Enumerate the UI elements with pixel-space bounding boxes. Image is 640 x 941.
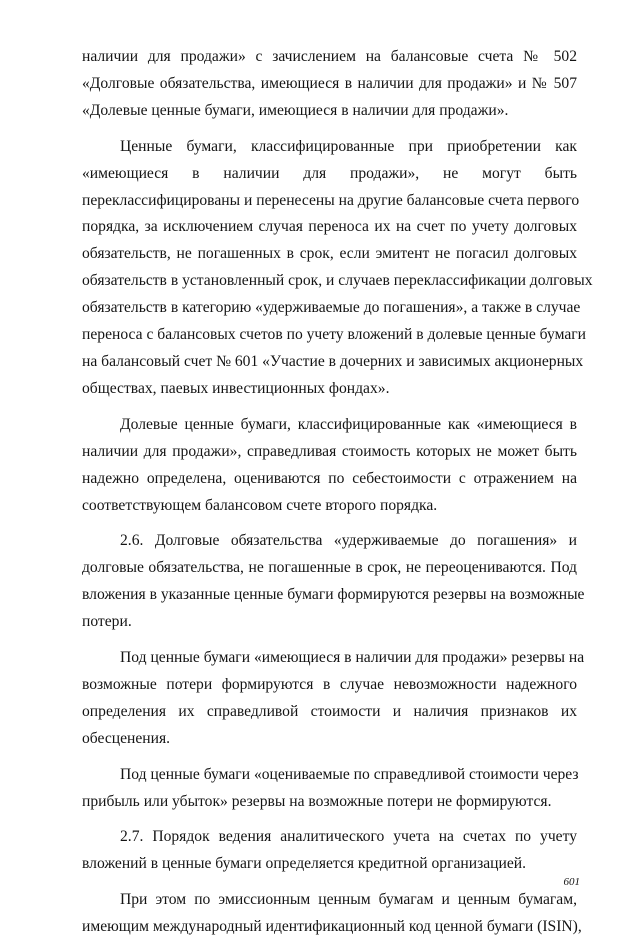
text-line: «имеющиеся в наличии для продажи», не могут быть (82, 164, 577, 182)
text-line: надежно определена, оцениваются по себестоимости с отражением на (82, 469, 577, 487)
text-line: переноса с балансовых счетов по учету вложений в долевые ценные бумаги (82, 326, 587, 344)
paragraph-gap (82, 125, 577, 134)
paragraph-gap (82, 403, 577, 412)
paragraph (82, 134, 593, 403)
text-line: 2.7. Порядок ведения аналитического учета на счетах по учету (120, 828, 577, 846)
text-line: на балансовый счет № 601 «Участие в дочерних и зависимых акционерных (82, 352, 584, 370)
text-line: Долевые ценные бумаги, классифицированные как «имеющиеся в (120, 415, 577, 433)
paragraph (82, 44, 577, 125)
text-line: При этом по эмиссионным ценным бумагам и ценным бумагам, (120, 891, 577, 909)
text-line: соответствующем балансовом счете второго порядка. (82, 496, 438, 514)
text-line: Ценные бумаги, классифицированные при приобретении как (120, 137, 577, 155)
text-line: Под ценные бумаги «оцениваемые по справедливой стоимости через (120, 765, 579, 783)
text-line: вложений в ценные бумаги определяется кредитной организацией. (82, 855, 527, 873)
paragraph-gap (82, 878, 577, 887)
text-line: вложения в указанные ценные бумаги формируются резервы на возможные (82, 586, 585, 604)
text-line: потери. (82, 613, 132, 631)
text-line: возможные потери формируются в случае невозможности надежного (82, 675, 577, 693)
paragraph (82, 887, 582, 941)
paragraph (82, 824, 577, 878)
text-line: наличии для продажи» с зачислением на балансовые счета № 502 (82, 48, 577, 65)
text-line: обществах, паевых инвестиционных фондах». (82, 379, 390, 397)
paragraph-gap (82, 519, 577, 528)
paragraph-gap (82, 753, 577, 762)
paragraph (82, 528, 585, 636)
text-line: «Долевые ценные бумаги, имеющиеся в наличии для продажи». (82, 101, 509, 119)
text-line: определения их справедливой стоимости и наличия признаков их (82, 702, 577, 720)
paragraph-gap (82, 815, 577, 824)
text-line: наличии для продажи», справедливая стоимость которых не может быть (82, 442, 577, 460)
text-line: «Долговые обязательства, имеющиеся в наличии для продажи» и № 507 (82, 74, 577, 92)
paragraph (82, 645, 585, 753)
text-line: обязательств в категорию «удерживаемые до погашения», а также в случае (82, 299, 581, 317)
text-line: порядка, за исключением случая переноса их на счет по учету долговых (82, 218, 577, 236)
page-number: 601 (563, 876, 580, 888)
text-line: долговые обязательства, не погашенные в срок, не переоцениваются. Под (82, 559, 577, 577)
text-line: 2.6. Долговые обязательства «удерживаемые до погашения» и (120, 532, 577, 550)
text-line: имеющим международный идентификационный код ценной бумаги (ISIN), (82, 918, 582, 936)
text-line: Под ценные бумаги «имеющиеся в наличии для продажи» резервы на (120, 649, 585, 667)
text-line: переклассифицированы и перенесены на другие балансовые счета первого (82, 191, 580, 209)
paragraph (82, 762, 577, 816)
document-body (82, 44, 593, 941)
paragraph-gap (82, 636, 577, 645)
paragraph (82, 412, 577, 520)
text-line: обязательств, не погашенных в срок, если эмитент не погасил долговых (82, 245, 577, 263)
text-line: прибыль или убыток» резервы на возможные потери не формируются. (82, 792, 552, 810)
text-line: обязательств в установленный срок, и случаев переклассификации долговых (82, 272, 593, 290)
text-line: обесценения. (82, 729, 171, 747)
